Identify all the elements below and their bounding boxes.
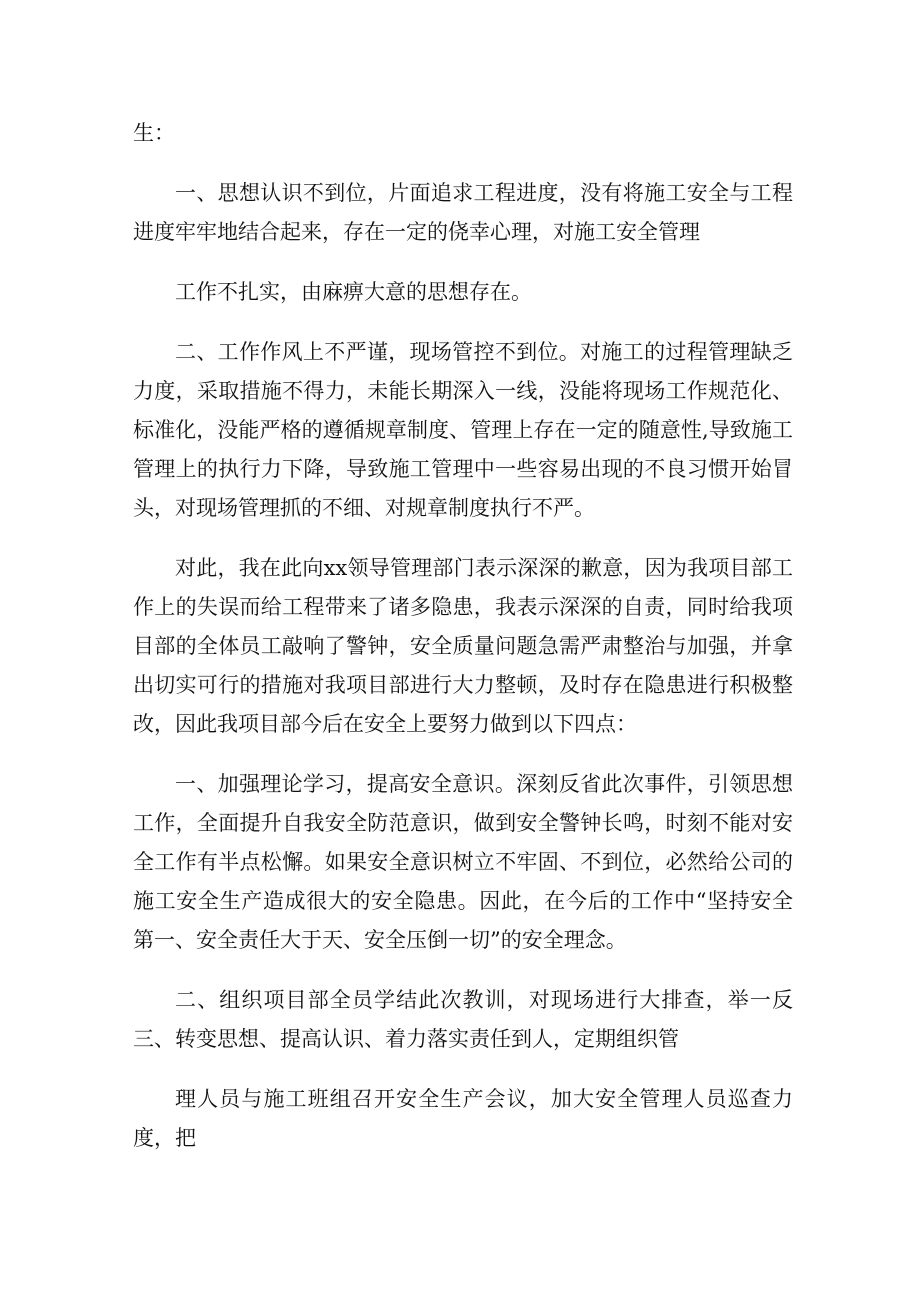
paragraph-7: 二、组织项目部全员学结此次教训，对现场进行大排查，举一反三、转变思想、提高认识、着力落实责任到人，定期组织管 bbox=[133, 988, 793, 1051]
paragraph-1: 生： bbox=[133, 121, 175, 145]
document-body bbox=[133, 114, 793, 1179]
paragraph-3: 工作不扎实，由麻痹大意的思想存在。 bbox=[175, 280, 532, 304]
paragraph-2: 一、思想认识不到位，片面追求工程进度，没有将施工安全与工程进度牢牢地结合起来，存在一定的侥幸心理，对施工安全管理 bbox=[133, 181, 793, 244]
paragraph-8: 理人员与施工班组召开安全生产会议，加大安全管理人员巡查力度，把 bbox=[133, 1087, 793, 1150]
paragraph-5: 对此，我在此向xx领导管理部门表示深深的歉意，因为我项目部工作上的失误而给工程带来了诸多隐患，我表示深深的自责，同时给我项目部的全体员工敲响了警钟，安全质量问题急需严肃整治与加强，并拿出切实可行的措施对我项目部进行大力整顿，及时存在隐患进行积极整改，因此我项目部今后在安全上要努力做到以下四点： bbox=[133, 556, 793, 736]
paragraph-6: 一、加强理论学习，提高安全意识。深刻反省此次事件，引领思想工作，全面提升自我安全防范意识，做到安全警钟长鸣，时刻不能对安全工作有半点松懈。如果安全意识树立不牢固、不到位，必然给公司的施工安全生产造成很大的安全隐患。因此，在今后的工作中“坚持安全第一、安全责任大于天、安全压倒一切”的安全理念。 bbox=[133, 772, 793, 952]
paragraph-4: 二、工作作风上不严谨，现场管控不到位。对施工的过程管理缺乏力度，采取措施不得力，未能长期深入一线，没能将现场工作规范化、标准化，没能严格的遵循规章制度、管理上存在一定的随意性,导致施工管理上的执行力下降，导致施工管理中一些容易出现的不良习惯开始冒头，对现场管理抓的不细、对规章制度执行不严。 bbox=[133, 340, 793, 520]
